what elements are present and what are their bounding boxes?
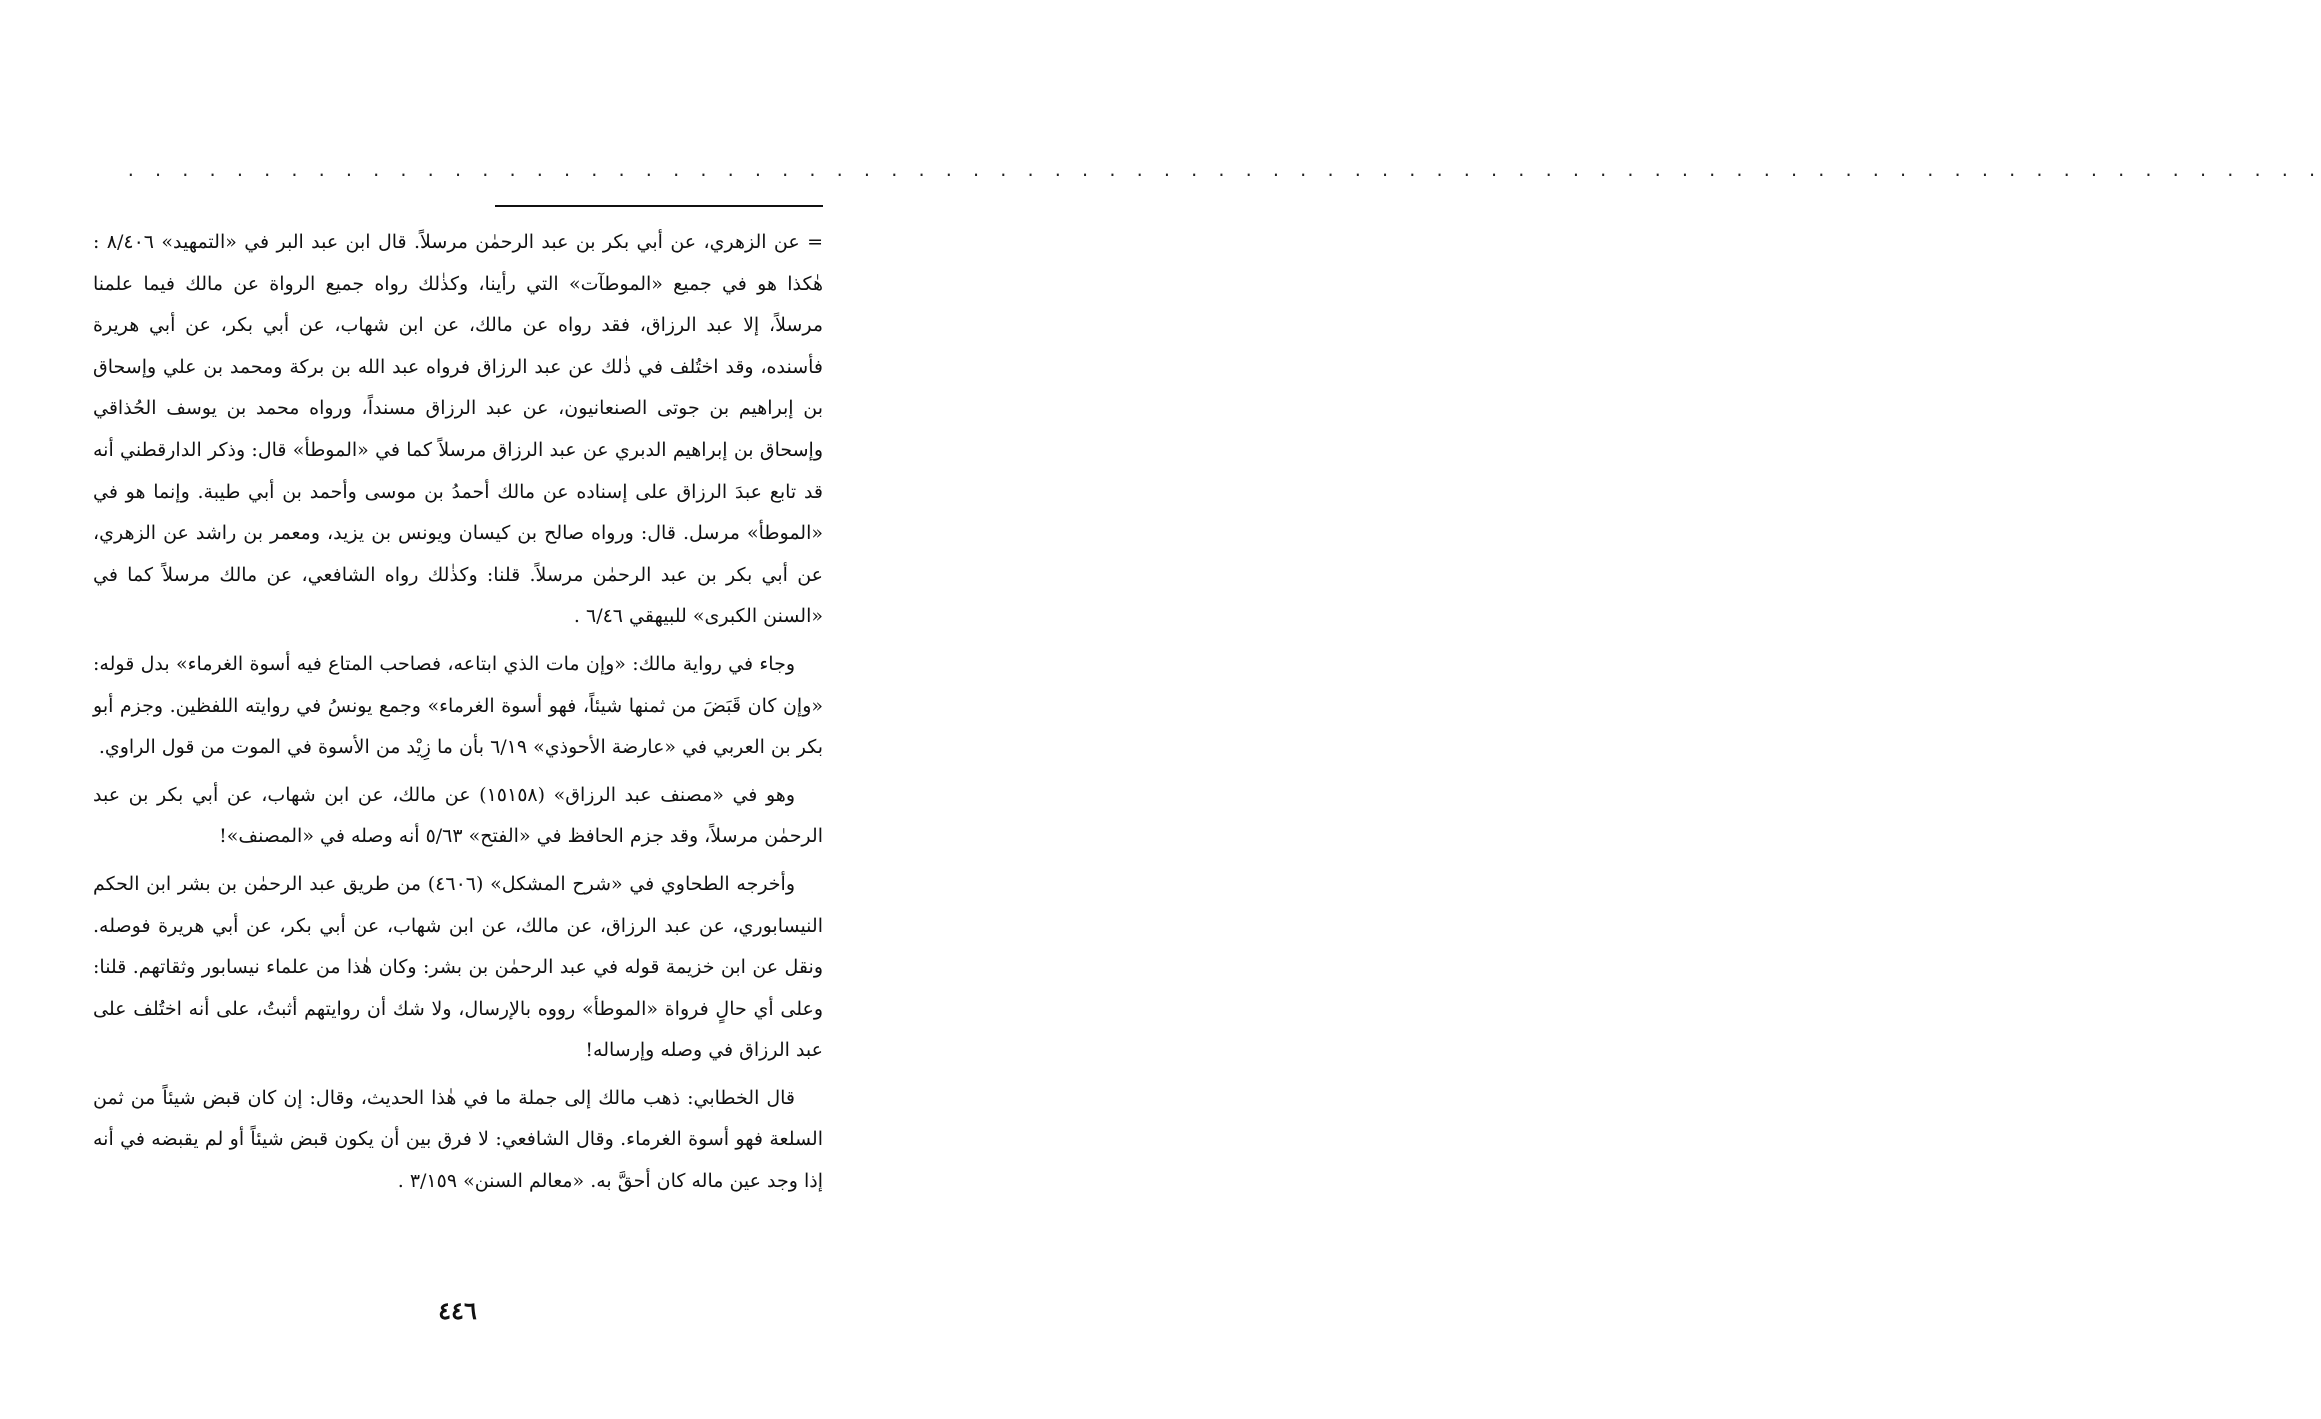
page-number: ٤٤٦ [438, 1296, 477, 1325]
paragraph-continuation: = عن الزهري، عن أبي بكر بن عبد الرحمٰن مرسلاً. قال ابن عبد البر في «التمهيد» ٨/٤٠٦ : هٰكذا هو في جميع «الموطآت» التي رأينا، وكذٰلك رواه جميع الرواة عن مالك فيما علمنا مرسلاً، إلا عبد الرزاق، فقد رواه عن مالك، عن ابن شهاب، عن أبي بكر، عن أبي هريرة فأسنده، وقد اختُلف في ذٰلك عن عبد الرزاق فرواه عبد الله بن بركة ومحمد بن علي وإسحاق بن إبراهيم بن جوتى الصنعانيون، عن عبد الرزاق مسنداً، ورواه محمد بن يوسف الحُذاقي وإسحاق بن إبراهيم الدبري عن عبد الرزاق مرسلاً كما في «الموطأ» قال: وذكر الدارقطني أنه قد تابع عبدَ الرزاق على إسناده عن مالك أحمدُ بن موسى وأحمد بن أبي طيبة. وإنما هو في «الموطأ» مرسل. قال: ورواه صالح بن كيسان ويونس بن يزيد، ومعمر بن راشد عن الزهري، عن أبي بكر بن عبد الرحمٰن مرسلاً. قلنا: وكذٰلك رواه الشافعي، عن مالك مرسلاً كما في «السنن الكبرى» للبيهقي ٦/٤٦ . [93, 231, 823, 628]
separator-dots: . . . . . . . . . . . . . . . . . . . . . . . . . . . . . . . . . . . . . . . . . . . . . . . . . . . . . . . . . . . . . . . . . . . . . . . . . . . . . . . . . [126, 161, 2321, 180]
footnote-rule [495, 205, 823, 207]
paragraph-malik-narration: وجاء في رواية مالك: «وإن مات الذي ابتاعه، فصاحب المتاع فيه أسوة الغرماء» بدل قوله: «وإن كان قَبَضَ من ثمنها شيئاً، فهو أسوة الغرماء» وجمع يونسُ في روايته اللفظين. وجزم أبو بكر بن العربي في «عارضة الأحوذي» ٦/١٩ بأن ما زِيْد من الأسوة في الموت من قول الراوي. [93, 652, 823, 759]
paragraph-khattabi: قال الخطابي: ذهب مالك إلى جملة ما في هٰذا الحديث، وقال: إن كان قبض شيئاً من ثمن السلعة فهو أسوة الغرماء. وقال الشافعي: لا فرق بين أن يكون قبض شيئاً أو لم يقبضه في أنه إذا وجد عين ماله كان أحقَّ به. «معالم السنن» ٣/١٥٩ . [93, 1086, 823, 1193]
footnote-text [93, 222, 823, 1209]
paragraph-tahawi: وأخرجه الطحاوي في «شرح المشكل» (٤٦٠٦) من طريق عبد الرحمٰن بن بشر ابن الحكم النيسابوري، عن عبد الرزاق، عن مالك، عن ابن شهاب، عن أبي بكر، عن أبي هريرة فوصله. ونقل عن ابن خزيمة قوله في عبد الرحمٰن بن بشر: وكان هٰذا من علماء نيسابور وثقاتهم. قلنا: وعلى أي حالٍ فرواة «الموطأ» رووه بالإرسال، ولا شك أن روايتهم أثبتُ، على أنه اختُلف على عبد الرزاق في وصله وإرساله! [93, 872, 823, 1062]
paragraph-abdulrazzaq: وهو في «مصنف عبد الرزاق» (١٥١٥٨) عن مالك، عن ابن شهاب، عن أبي بكر بن عبد الرحمٰن مرسلاً، وقد جزم الحافظ في «الفتح» ٥/٦٣ أنه وصله في «المصنف»! [93, 783, 823, 848]
